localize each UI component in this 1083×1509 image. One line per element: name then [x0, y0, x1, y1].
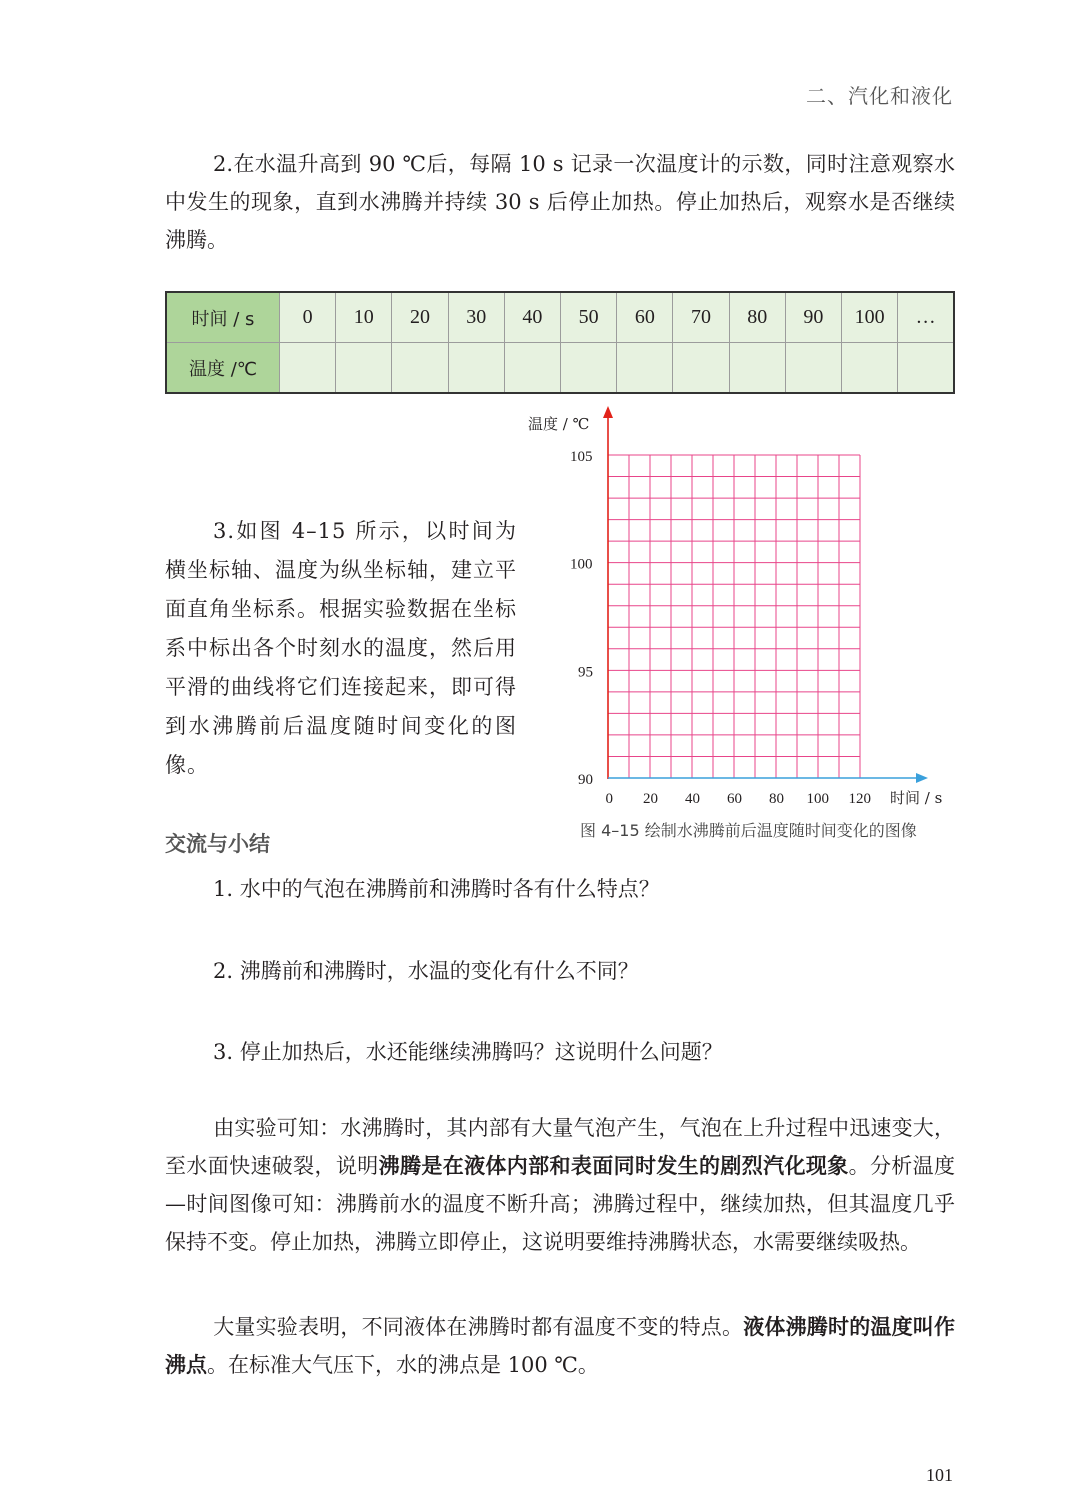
- y-tick-label: 95: [578, 664, 593, 681]
- summary-section-title: 交流与小结: [165, 832, 270, 856]
- question-2: 2. 沸腾前和沸腾时，水温的变化有什么不同？: [213, 959, 639, 983]
- time-cell: 30: [448, 292, 504, 343]
- y-axis-label: 温度 / ℃: [528, 415, 590, 433]
- y-tick-labels: [570, 449, 593, 788]
- temperature-cell: [785, 343, 841, 394]
- step-3-text: 如图 4–15 所示，以时间为横坐标轴、温度为纵坐标轴，建立平面直角坐标系。根据实验数据在坐标系中标出各个时刻水的温度，然后用平滑的曲线将它们连接起来，即可得到水沸腾前后温度随时间变化的图像。: [165, 519, 517, 777]
- x-tick-label: 60: [727, 791, 742, 807]
- chart-grid: [608, 455, 860, 778]
- y-tick-label: 90: [578, 772, 593, 788]
- temperature-cell: [842, 343, 898, 394]
- time-cell: 0: [280, 292, 336, 343]
- time-cell: …: [898, 292, 954, 343]
- question-1: 1. 水中的气泡在沸腾前和沸腾时各有什么特点？: [213, 877, 660, 901]
- conclusion-2-text-b: 。在标准大气压下，水的沸点是 100 ℃。: [207, 1353, 599, 1377]
- temperature-cell: [561, 343, 617, 394]
- section-header-title: 二、汽化和液化: [806, 84, 953, 108]
- conclusion-1-text-b: 。分析温度—时间图像可知：沸腾前水的温度不断升高；沸腾过程中，继续加热，但其温度几乎保持不变。停止加热，沸腾立即停止，这说明要维持沸腾状态，水需要继续吸热。: [165, 1154, 956, 1254]
- question-3: 3. 停止加热后，水还能继续沸腾吗？这说明什么问题？: [213, 1040, 723, 1064]
- page-number: 101: [926, 1465, 953, 1485]
- data-table: [165, 291, 955, 394]
- time-cell: 40: [504, 292, 560, 343]
- temperature-cell: [336, 343, 392, 394]
- x-tick-label: 0: [605, 791, 613, 807]
- x-tick-label: 80: [769, 791, 784, 807]
- x-axis-arrow: [916, 773, 928, 783]
- temperature-row: [166, 343, 954, 394]
- x-tick-labels: [606, 791, 872, 807]
- temperature-cell: [617, 343, 673, 394]
- temperature-row-label: 温度 /℃: [166, 343, 280, 394]
- x-tick-label: 100: [806, 791, 829, 807]
- temperature-cell: [673, 343, 729, 394]
- time-row: [166, 292, 954, 343]
- x-tick-label: 20: [643, 791, 658, 807]
- y-tick-label: 100: [570, 556, 593, 573]
- x-axis-label: 时间 / s: [890, 789, 943, 807]
- figure-caption: 图 4–15 绘制水沸腾前后温度随时间变化的图像: [580, 821, 917, 840]
- time-cell: 70: [673, 292, 729, 343]
- temperature-time-grid-chart: [520, 400, 960, 810]
- time-row-label: 时间 / s: [166, 292, 280, 343]
- x-tick-label: 40: [685, 791, 700, 807]
- temperature-cell: [504, 343, 560, 394]
- y-tick-label: 105: [570, 449, 593, 465]
- time-cell: 90: [785, 292, 841, 343]
- step-2-number: 2.: [213, 152, 234, 176]
- step-2-text: 在水温升高到 90 ℃后，每隔 10 s 记录一次温度计的示数，同时注意观察水中发生的现象，直到水沸腾并持续 30 s 后停止加热。停止加热后，观察水是否继续沸腾。: [165, 152, 955, 252]
- time-cell: 20: [392, 292, 448, 343]
- y-axis-arrow: [603, 406, 613, 418]
- x-tick-label: 120: [848, 791, 871, 807]
- temperature-cell: [392, 343, 448, 394]
- boiling-definition-bold: 沸腾是在液体内部和表面同时发生的剧烈汽化现象: [378, 1154, 849, 1178]
- temperature-cell: [280, 343, 336, 394]
- conclusion-2-text-a: 大量实验表明，不同液体在沸腾时都有温度不变的特点。: [213, 1315, 744, 1339]
- time-cell: 100: [842, 292, 898, 343]
- temperature-cell: [898, 343, 954, 394]
- conclusion-paragraph-2: [165, 1308, 955, 1384]
- conclusion-1-text-a: 由实验可知：水沸腾时，其内部有大量气泡产生，气泡在上升过程中迅速变大，至水面快速破裂，说明: [165, 1116, 955, 1178]
- step-2-paragraph: [165, 145, 955, 259]
- conclusion-paragraph-1: [165, 1109, 955, 1261]
- time-cell: 80: [729, 292, 785, 343]
- boiling-point-definition-bold: 液体沸腾时的温度叫作沸点: [165, 1315, 956, 1377]
- temperature-cell: [448, 343, 504, 394]
- step-3-number: 3.: [213, 519, 236, 543]
- time-cell: 10: [336, 292, 392, 343]
- time-cell: 50: [561, 292, 617, 343]
- time-cell: 60: [617, 292, 673, 343]
- step-3-paragraph: [165, 512, 517, 785]
- temperature-cell: [729, 343, 785, 394]
